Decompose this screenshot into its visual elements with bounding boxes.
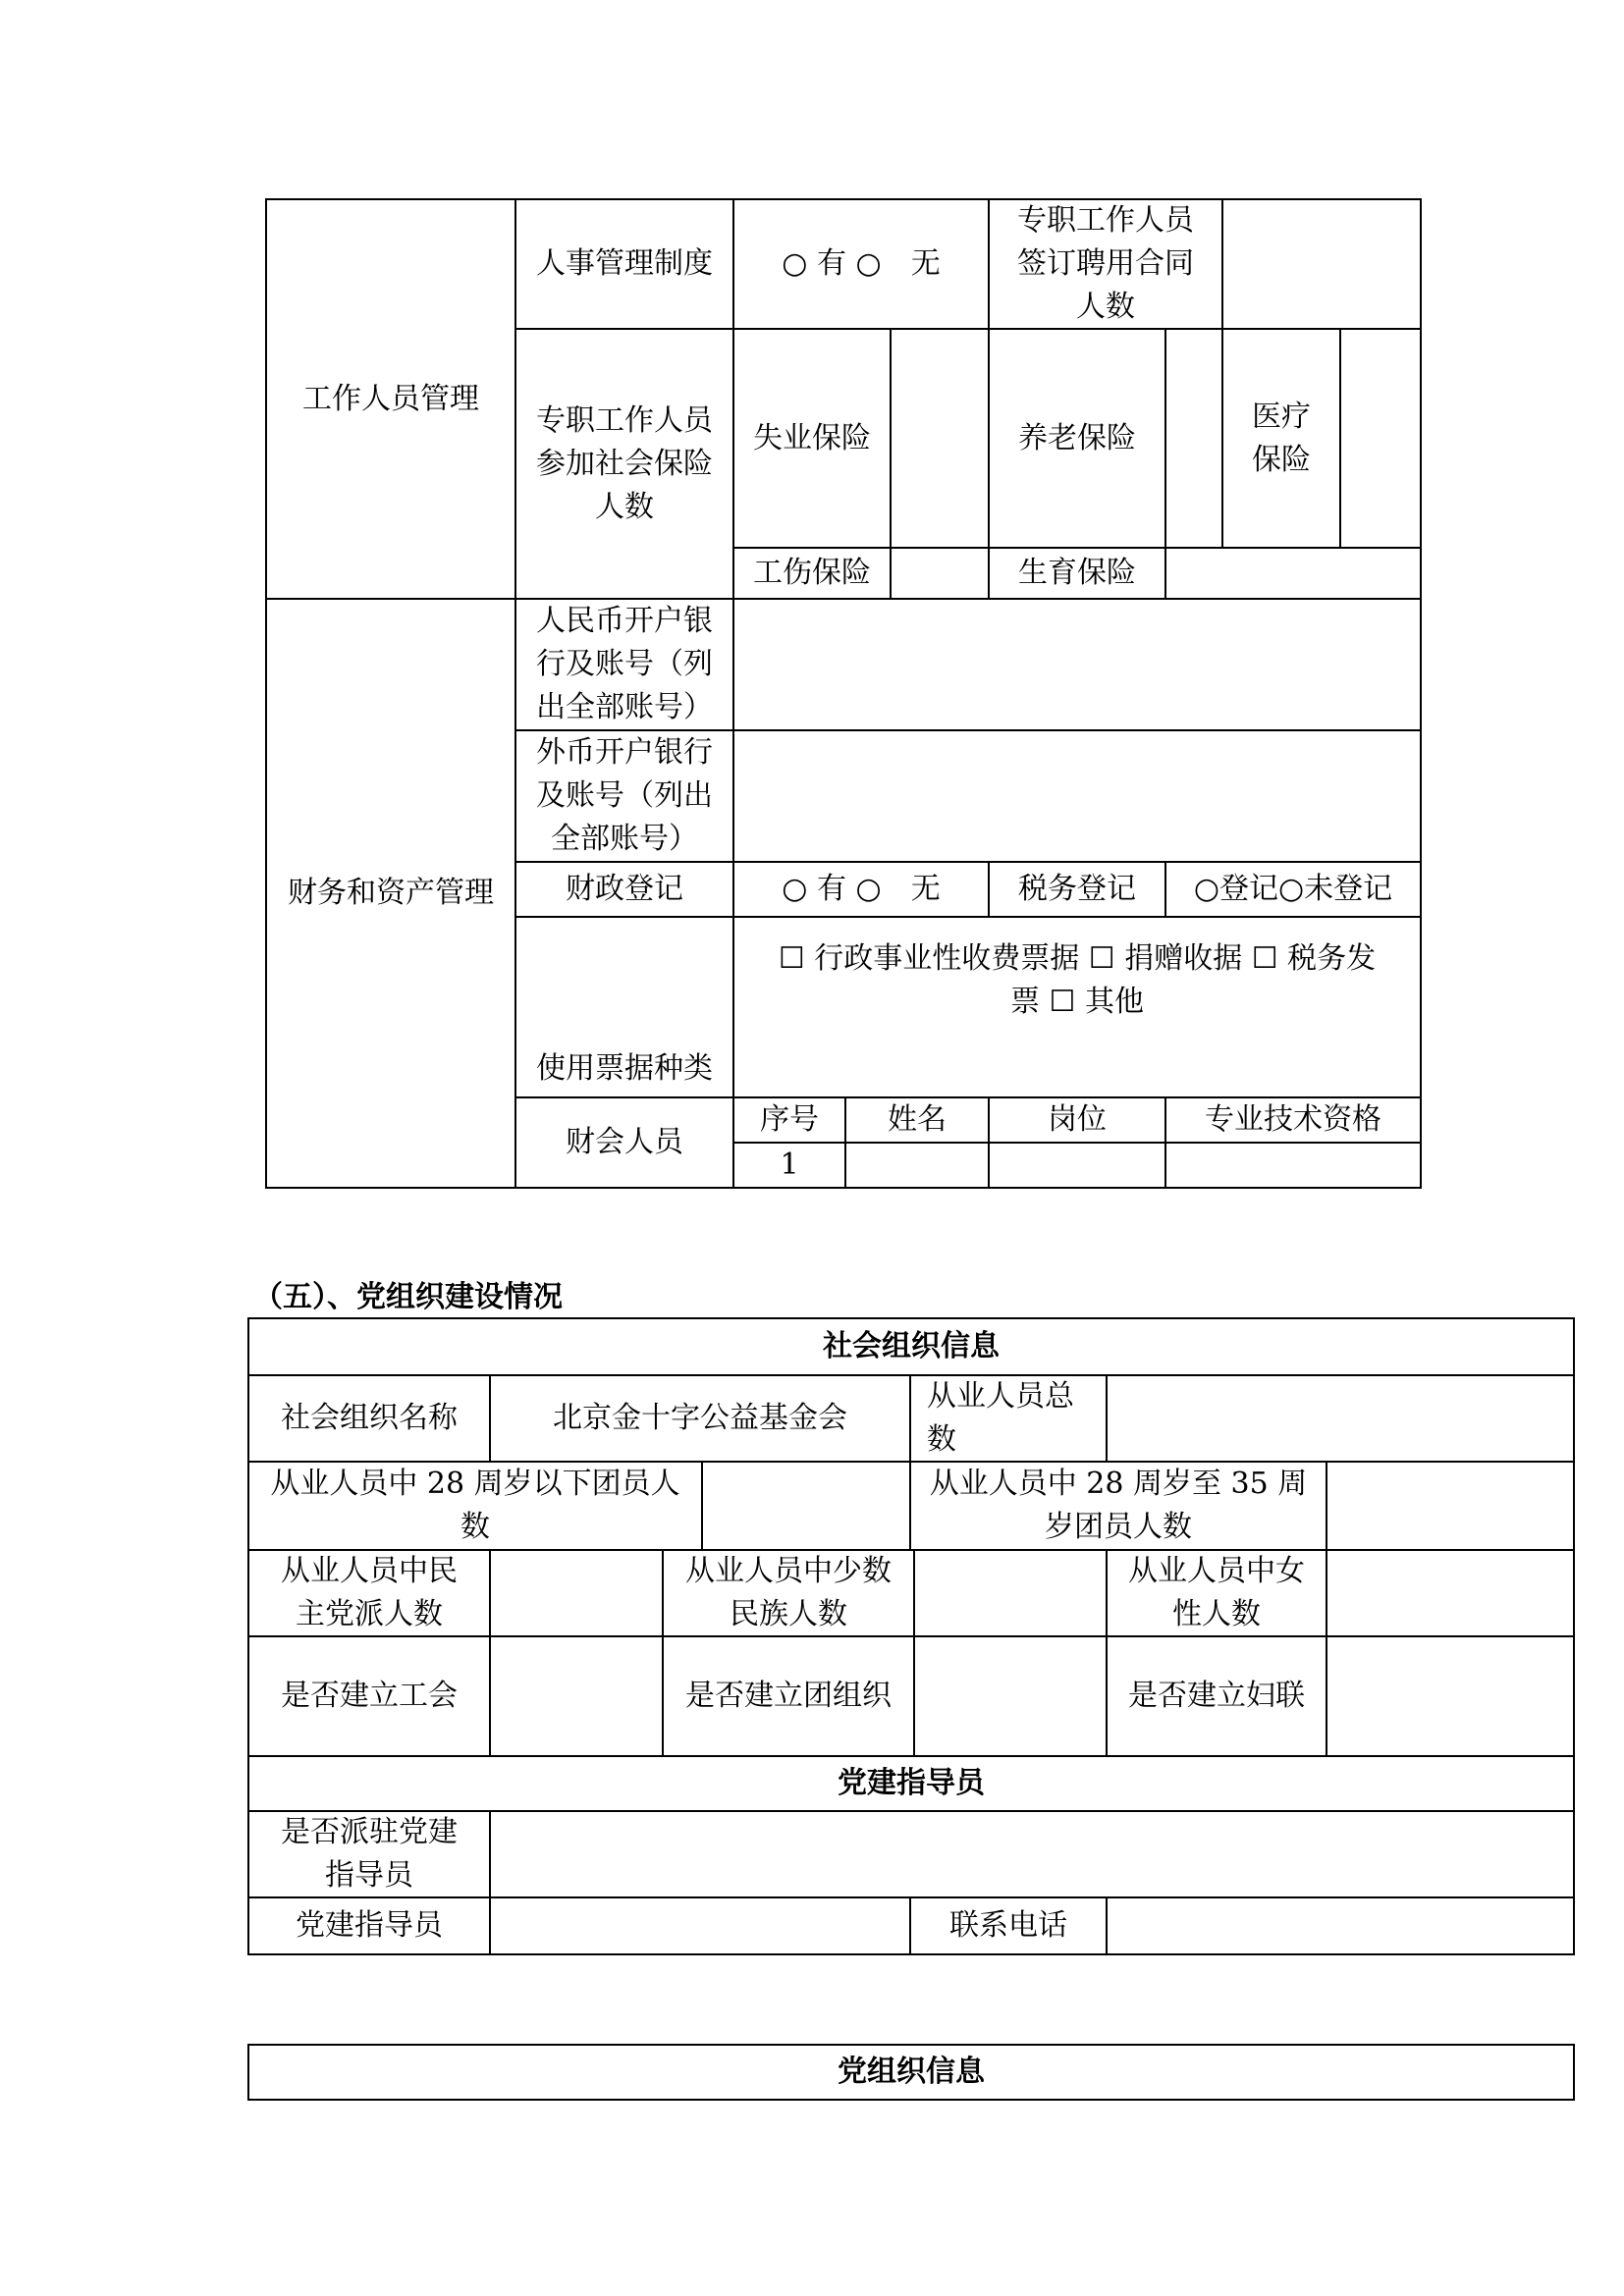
union-value[interactable] (491, 1637, 662, 1755)
female-label: 从业人员中女 性人数 (1128, 1554, 1305, 1631)
tax-registration-label: 税务登记 (1018, 872, 1136, 906)
league-value[interactable] (915, 1637, 1106, 1755)
accountants-label: 财会人员 (566, 1125, 683, 1159)
pension-insurance-value[interactable] (1166, 330, 1221, 547)
col-header-name: 姓名 (888, 1102, 947, 1137)
maternity-insurance-value[interactable] (1166, 549, 1420, 598)
instructor-dispatched-value[interactable] (491, 1812, 1573, 1896)
pension-insurance-label: 养老保险 (1018, 420, 1136, 455)
maternity-insurance-label: 生育保险 (1018, 556, 1136, 590)
democratic-party-label: 从业人员中民 主党派人数 (281, 1554, 458, 1631)
fulltime-contract-value[interactable] (1223, 200, 1420, 328)
minority-label: 从业人员中少数 民族人数 (685, 1554, 892, 1631)
receipt-types-options[interactable]: ☐ 行政事业性收费票据 ☐ 捐赠收据 ☐ 税务发 票 ☐ 其他 (778, 941, 1377, 1019)
phone-label: 联系电话 (949, 1908, 1067, 1943)
party-org-header: 党组织信息 (838, 2055, 985, 2089)
org-name-value[interactable]: 北京金十字公益基金会 (553, 1401, 847, 1435)
injury-insurance-value[interactable] (892, 549, 988, 598)
rmb-account-value[interactable] (734, 600, 1420, 729)
section-heading: （五）、党组织建设情况 (253, 1280, 563, 1314)
party-instructor-header: 党建指导员 (838, 1766, 985, 1800)
fiscal-registration-label: 财政登记 (566, 872, 683, 906)
finance-management-label: 财务和资产管理 (288, 876, 494, 910)
fx-account-value[interactable] (734, 731, 1420, 861)
union-label: 是否建立工会 (281, 1679, 458, 1713)
democratic-party-value[interactable] (491, 1551, 662, 1635)
rmb-account-label: 人民币开户银 行及账号（列 出全部账号） (536, 604, 713, 724)
staff-management-label: 工作人员管理 (302, 381, 479, 416)
unemployment-insurance-value[interactable] (892, 330, 988, 547)
tax-registration-options[interactable]: ○登记○未登记 (1193, 872, 1393, 906)
womens-federation-label: 是否建立妇联 (1128, 1679, 1305, 1713)
col-header-post: 岗位 (1048, 1102, 1107, 1137)
col-header-qualification: 专业技术资格 (1205, 1102, 1381, 1137)
total-staff-value[interactable] (1108, 1376, 1573, 1461)
instructor-value[interactable] (491, 1898, 909, 1953)
row1-name[interactable] (846, 1144, 988, 1187)
minority-value[interactable] (915, 1551, 1106, 1635)
hr-system-options[interactable]: ○ 有 ○ 无 (782, 246, 941, 281)
womens-federation-value[interactable] (1327, 1637, 1573, 1755)
medical-insurance-label: 医疗 保险 (1252, 399, 1311, 477)
instructor-label: 党建指导员 (296, 1908, 443, 1943)
female-value[interactable] (1327, 1551, 1573, 1635)
instructor-dispatched-label: 是否派驻党建 指导员 (281, 1815, 458, 1893)
under28-league-value[interactable] (703, 1463, 909, 1549)
unemployment-insurance-label: 失业保险 (753, 420, 871, 455)
org-name-label: 社会组织名称 (281, 1401, 458, 1435)
age28to35-league-value[interactable] (1327, 1463, 1573, 1549)
row1-no: 1 (780, 1148, 799, 1182)
org-info-header: 社会组织信息 (823, 1329, 1000, 1363)
col-header-no: 序号 (760, 1102, 819, 1137)
injury-insurance-label: 工伤保险 (753, 556, 871, 590)
age28to35-league-label: 从业人员中 28 周岁至 35 周 岁团员人数 (929, 1467, 1308, 1544)
fx-account-label: 外币开户银行 及账号（列出 全部账号） (536, 735, 713, 856)
total-staff-label: 从业人员总 数 (927, 1379, 1074, 1457)
row1-qualification[interactable] (1166, 1144, 1420, 1187)
fulltime-insurance-label: 专职工作人员 参加社会保险 人数 (536, 402, 713, 524)
league-label: 是否建立团组织 (685, 1679, 892, 1713)
fulltime-contract-label: 专职工作人员 签订聘用合同 人数 (1017, 203, 1194, 324)
fiscal-registration-options[interactable]: ○ 有 ○ 无 (782, 872, 941, 906)
hr-system-label: 人事管理制度 (536, 246, 713, 281)
row1-post[interactable] (990, 1144, 1164, 1187)
medical-insurance-value[interactable] (1341, 330, 1420, 547)
receipt-types-label: 使用票据种类 (536, 1051, 713, 1086)
phone-value[interactable] (1108, 1898, 1573, 1953)
under28-league-label: 从业人员中 28 周岁以下团员人 数 (270, 1467, 680, 1544)
